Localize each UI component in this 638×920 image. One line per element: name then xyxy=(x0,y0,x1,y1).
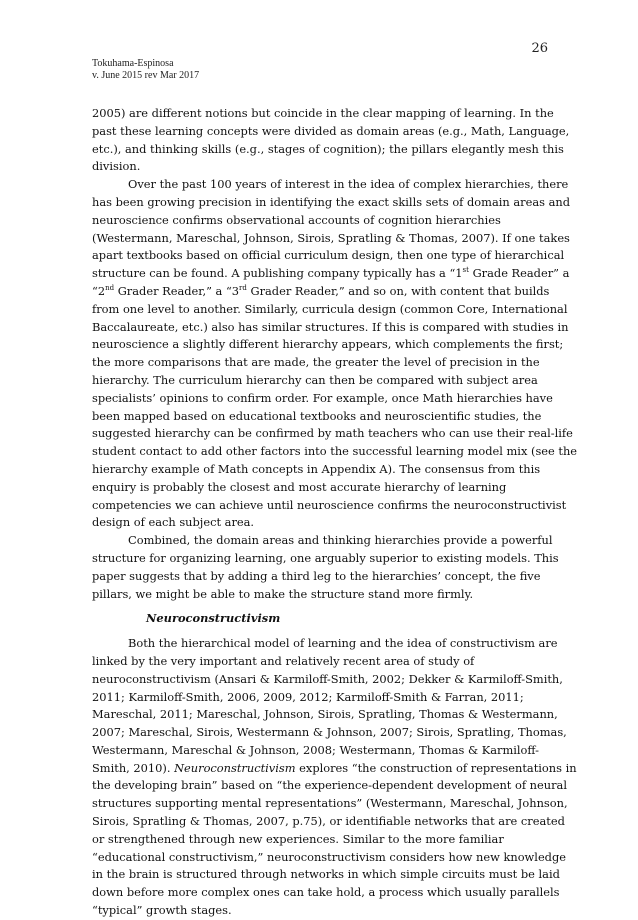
text-line xyxy=(92,760,577,778)
text-line: past these learning concepts were divided as domain areas (e.g., Math, Language, xyxy=(92,123,570,138)
text-line: division. xyxy=(92,159,141,174)
ordinal-suffix: rd xyxy=(239,283,247,292)
text-line: competencies we can achieve until neuroscience confirms the neuroconstructivist xyxy=(92,497,567,512)
text-line: “typical” growth stages. xyxy=(92,903,232,918)
text-line: Both the hierarchical model of learning and the idea of constructivism are xyxy=(128,636,558,651)
section-heading: Neuroconstructivism xyxy=(146,611,281,626)
text-line xyxy=(92,283,562,301)
text-line: suggested hierarchy can be confirmed by math teachers who can use their real-life xyxy=(92,426,573,441)
text-line: apart textbooks based on official curriculum design, then one type of hierarchical xyxy=(92,248,565,263)
text-line: paper suggests that by adding a third leg to the hierarchies’ concept, the five xyxy=(92,568,541,583)
text-line: structures supporting mental representations” (Westermann, Mareschal, Johnson, xyxy=(92,796,568,811)
text-line: Baccalaureate, etc.) also has similar structures. If this is compared with studies in xyxy=(92,319,569,334)
text-line: neuroscience confirms observational accounts of cognition hierarchies xyxy=(92,212,501,227)
page-number: 26 xyxy=(531,41,548,56)
text-line: “educational constructivism,” neuroconstructivism considers how new knowledge xyxy=(92,849,567,864)
text-line: Westermann, Mareschal & Johnson, 2008; Westermann, Thomas & Karmiloff- xyxy=(92,742,539,757)
text-line: has been growing precision in identifying the exact skills sets of domain areas and xyxy=(92,194,571,209)
text-line: down before more complex ones can take hold, a process which usually parallels xyxy=(92,885,560,900)
text-line: the developing brain” based on “the experience-dependent development of neural xyxy=(92,778,567,793)
italic-term: Neuroconstructivism xyxy=(174,760,296,775)
text-fragment: structure can be found. A publishing company typically has a “1 xyxy=(92,266,463,281)
text-line: (Westermann, Mareschal, Johnson, Sirois, Spratling & Thomas, 2007). If one takes xyxy=(92,230,570,245)
text-line: Mareschal, 2011; Mareschal, Johnson, Sirois, Spratling, Thomas & Westermann, xyxy=(92,707,558,722)
ordinal-suffix: st xyxy=(462,266,469,275)
text-line: in the brain is structured through networks in which simple circuits must be laid xyxy=(92,867,560,882)
text-line: Sirois, Spratling & Thomas, 2007, p.75), or identifiable networks that are created xyxy=(92,814,565,829)
text-line: or strengthened through new experiences. Similar to the more familiar xyxy=(92,831,504,846)
text-fragment: “2 xyxy=(92,283,106,298)
text-fragment: Grade Reader” a xyxy=(468,266,570,281)
text-fragment: Grader Reader,” a “3 xyxy=(114,283,240,298)
text-line: 2011; Karmiloff-Smith, 2006, 2009, 2012; Karmiloff-Smith & Farran, 2011; xyxy=(92,689,524,704)
text-fragment: explores “the construction of representations in xyxy=(295,760,577,775)
text-line: specialists’ opinions to confirm order. For example, once Math hierarchies have xyxy=(92,390,553,405)
text-line: the more comparisons that are made, the greater the level of precision in the xyxy=(92,355,540,370)
text-line xyxy=(92,265,570,283)
text-line: linked by the very important and relatively recent area of study of xyxy=(92,653,475,668)
text-line: Over the past 100 years of interest in the idea of complex hierarchies, there xyxy=(128,177,569,192)
text-line: been mapped based on educational textbooks and neuroscientific studies, the xyxy=(92,408,542,423)
text-line: hierarchy example of Math concepts in Appendix A). The consensus from this xyxy=(92,461,541,476)
running-header xyxy=(92,58,199,82)
text-line: enquiry is probably the closest and most accurate hierarchy of learning xyxy=(92,479,507,494)
text-line: hierarchy. The curriculum hierarchy can then be compared with subject area xyxy=(92,372,538,387)
text-line: neuroscience a slightly different hierarchy appears, which complements the first; xyxy=(92,337,564,352)
text-fragment: Smith, 2010). xyxy=(92,760,175,775)
text-line: Combined, the domain areas and thinking hierarchies provide a powerful xyxy=(128,533,553,548)
text-line: pillars, we might be able to make the structure stand more firmly. xyxy=(92,586,474,601)
text-line: student contact to add other factors into the successful learning model mix (see the xyxy=(92,444,578,459)
body-text xyxy=(92,105,578,920)
text-line: 2007; Mareschal, Sirois, Westermann & Johnson, 2007; Sirois, Spratling, Thomas, xyxy=(92,725,567,740)
header-author: Tokuhama-Espinosa xyxy=(92,58,174,69)
text-line: etc.), and thinking skills (e.g., stages of cognition); the pillars elegantly mesh this xyxy=(92,141,564,156)
text-line: design of each subject area. xyxy=(92,515,255,530)
text-line: structure for organizing learning, one arguably superior to existing models. This xyxy=(92,550,559,565)
text-line: from one level to another. Similarly, curricula design (common Core, International xyxy=(92,301,568,316)
text-fragment: Grader Reader,” and so on, with content that builds xyxy=(246,283,550,298)
text-line: neuroconstructivism (Ansari & Karmiloff-Smith, 2002; Dekker & Karmiloff-Smith, xyxy=(92,671,563,686)
text-line: 2005) are different notions but coincide in the clear mapping of learning. In the xyxy=(92,106,554,120)
header-version: v. June 2015 rev Mar 2017 xyxy=(92,70,200,81)
ordinal-suffix: nd xyxy=(105,283,115,292)
